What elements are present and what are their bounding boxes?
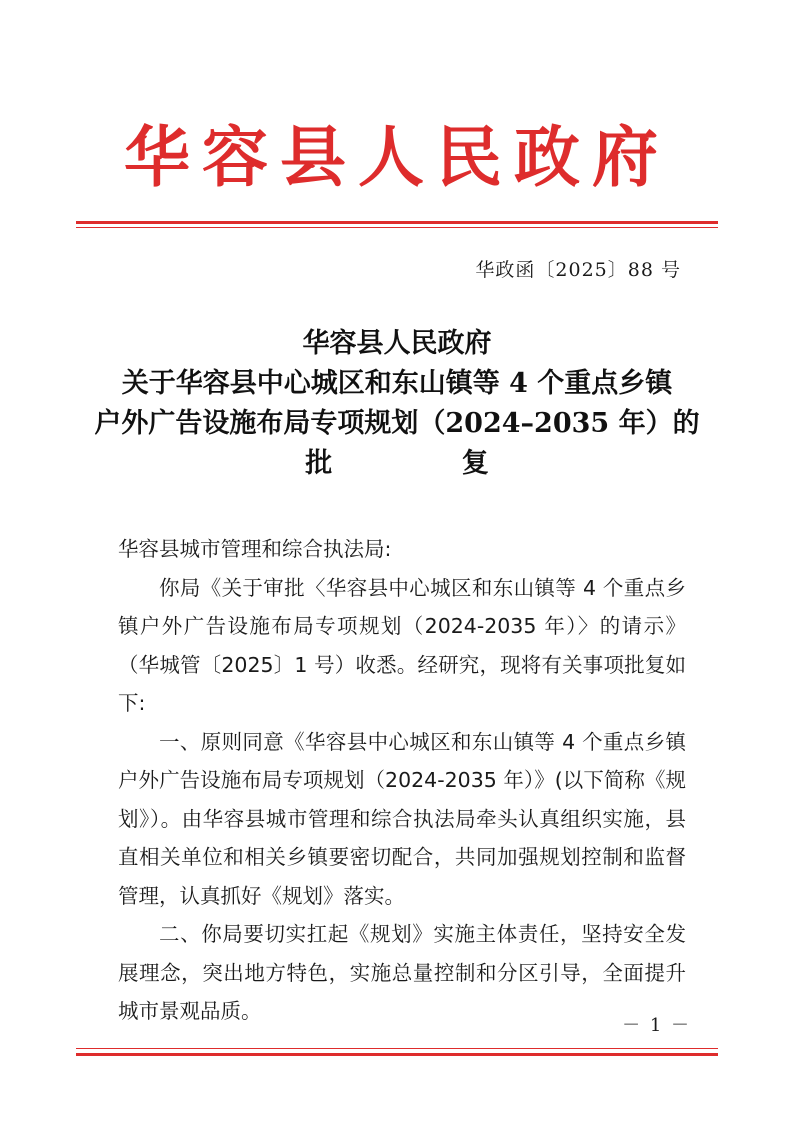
paragraph-item-2: 二、你局要切实扛起《规划》实施主体责任，坚持安全发展理念，突出地方特色，实施总量控制和分区引导，全面提升城市景观品质。 — [118, 922, 686, 1023]
header-divider-thick — [76, 221, 718, 224]
footer-divider-thick — [76, 1053, 718, 1056]
document-number: 华政函〔2025〕88 号 — [475, 259, 681, 281]
document-body — [118, 530, 686, 1031]
issuer-header: 华容县人民政府 — [124, 118, 670, 196]
title-line-reply: 批 复 — [305, 448, 549, 479]
title-line-plan: 户外广告设施布局专项规划（2024–2035 年）的 — [94, 408, 700, 439]
header-divider-thin — [76, 227, 718, 228]
title-line-issuer: 华容县人民政府 — [302, 328, 492, 359]
paragraph-item-1: 一、原则同意《华容县中心城区和东山镇等 4 个重点乡镇户外广告设施布局专项规划（2024-2035 年）》(以下简称《规划》）。由华容县城市管理和综合执法局牵头认真组织实施，县直相关单位和相关乡镇要密切配合，共同加强规划控制和监督管理，认真抓好《规划》落实。 — [118, 729, 686, 908]
page-number: － 1 － — [622, 1015, 691, 1036]
title-line-subject: 关于华容县中心城区和东山镇等 4 个重点乡镇 — [121, 368, 673, 399]
footer-divider-thin — [76, 1048, 718, 1049]
paragraph-intro: 你局《关于审批〈华容县中心城区和东山镇等 4 个重点乡镇户外广告设施布局专项规划（2024-2035 年）〉的请示》（华城管〔2025〕1 号）收悉。经研究，现将有关事项批复如下: — [118, 575, 686, 715]
salutation: 华容县城市管理和综合执法局: — [118, 537, 392, 561]
document-title — [76, 324, 718, 484]
